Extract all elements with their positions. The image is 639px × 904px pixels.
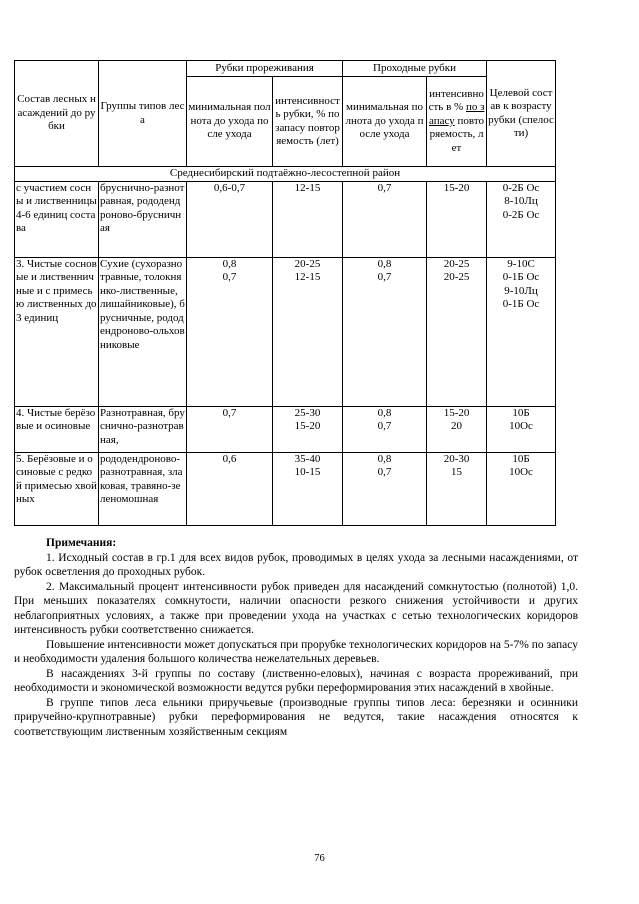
header-target-composition: Целевой состав к возрасту рубки (спелости) bbox=[487, 61, 556, 167]
cell-thinning-density: 0,6 bbox=[187, 452, 273, 525]
cell-thinning-intensity: 35-40 10-15 bbox=[273, 452, 343, 525]
header-passage-min-density: минимальная полнота до ухода после ухода bbox=[343, 77, 427, 167]
table-row bbox=[15, 406, 556, 452]
cell-thinning-density: 0,7 bbox=[187, 406, 273, 452]
cell-composition: 4. Чистые берёзовые и осиновые bbox=[15, 406, 99, 452]
cell-thinning-intensity: 25-30 15-20 bbox=[273, 406, 343, 452]
thinning-standards-table bbox=[14, 60, 556, 526]
table-row bbox=[15, 257, 556, 406]
cell-composition: 3. Чистые сосновые и лиственничные и с примесью лиственных до 3 единиц bbox=[15, 257, 99, 406]
note-paragraph: В группе типов леса ельники приручьевые (производные группы типов леса: березняки и осинники приручейно-крупнотравные) рубки переформирования не ведутся, такие насаждения относятся к соответствующим лиственным хозяйственным секциям bbox=[14, 696, 578, 738]
cell-thinning-density: 0,8 0,7 bbox=[187, 257, 273, 406]
cell-target-composition: 0-2Б Ос 8-10Лц 0-2Б Ос bbox=[487, 181, 556, 257]
table-row bbox=[15, 181, 556, 257]
cell-passage-density: 0,8 0,7 bbox=[343, 257, 427, 406]
cell-target-composition: 9-10С 0-1Б Ос 9-10Лц 0-1Б Ос bbox=[487, 257, 556, 406]
cell-forest-groups: рододендроново-разнотравная, злаковая, травяно-зеленомошная bbox=[99, 452, 187, 525]
header-thinning-intensity: интенсивность рубки, % по запасу повторяемость (лет) bbox=[273, 77, 343, 167]
note-paragraph: Повышение интенсивности может допускаться при прорубке технологических коридоров на 5-7% по запасу и необходимости удаления большого количества нежелательных деревьев. bbox=[14, 638, 578, 665]
header-passage-intensity: интенсивность в % по запасу повторяемость, лет bbox=[427, 77, 487, 167]
cell-forest-groups: Разнотравная, бруснично-разнотравная, bbox=[99, 406, 187, 452]
cell-forest-groups: Сухие (сухоразнотравные, толокнянко-лиственные, лишайниковые), брусничные, рододендроново-ольховниковые bbox=[99, 257, 187, 406]
note-paragraph: 2. Максимальный процент интенсивности рубок приведен для насаждений сомкнутостью (полнотой) 1,0. При меньших показателях сомкнутости, наличии опасности резкого снижения устойчивости и других неблагоприятных условиях, а также при проведении ухода на участках с сетью технологических коридоров интенсивность рубки соответственно снижается. bbox=[14, 580, 578, 636]
header-thinning: Рубки прореживания bbox=[187, 61, 343, 77]
header-thinning-min-density: минимальная полнота до ухода после ухода bbox=[187, 77, 273, 167]
note-paragraph: 1. Исходный состав в гр.1 для всех видов рубок, проводимых в целях ухода за лесными насаждениями, от рубок осветления до проходных рубок. bbox=[14, 551, 578, 578]
cell-thinning-intensity: 20-25 12-15 bbox=[273, 257, 343, 406]
cell-passage-intensity: 15-20 20 bbox=[427, 406, 487, 452]
cell-composition: 5. Берёзовые и осиновые с редкой примесью хвойных bbox=[15, 452, 99, 525]
cell-target-composition: 10Б 10Ос bbox=[487, 406, 556, 452]
note-paragraph: В насаждениях 3-й группы по составу (лиственно-еловых), начиная с возраста прореживаний, при необходимости и экономической возможности ведутся рубки переформирования этих насаждений в хвойные. bbox=[14, 667, 578, 694]
cell-target-composition: 10Б 10Ос bbox=[487, 452, 556, 525]
cell-thinning-density: 0,6-0,7 bbox=[187, 181, 273, 257]
cell-thinning-intensity: 12-15 bbox=[273, 181, 343, 257]
table-row bbox=[15, 452, 556, 525]
page-number: 76 bbox=[314, 853, 325, 864]
header-passage: Проходные рубки bbox=[343, 61, 487, 77]
header-composition: Состав лесных насаждений до рубки bbox=[15, 61, 99, 167]
cell-passage-density: 0,7 bbox=[343, 181, 427, 257]
notes-title: Примечания: bbox=[46, 537, 117, 549]
header-forest-groups: Группы типов леса bbox=[99, 61, 187, 167]
region-heading: Среднесибирский подтаёжно-лесостепной район bbox=[15, 167, 556, 182]
cell-passage-intensity: 20-30 15 bbox=[427, 452, 487, 525]
cell-passage-density: 0,8 0,7 bbox=[343, 452, 427, 525]
cell-composition: с участием сосны и лиственницы 4-6 единиц состава bbox=[15, 181, 99, 257]
cell-passage-intensity: 15-20 bbox=[427, 181, 487, 257]
cell-passage-density: 0,8 0,7 bbox=[343, 406, 427, 452]
cell-passage-intensity: 20-25 20-25 bbox=[427, 257, 487, 406]
notes-section bbox=[14, 536, 578, 739]
cell-forest-groups: бруснично-разнотравная, рододендроново-брусничная bbox=[99, 181, 187, 257]
